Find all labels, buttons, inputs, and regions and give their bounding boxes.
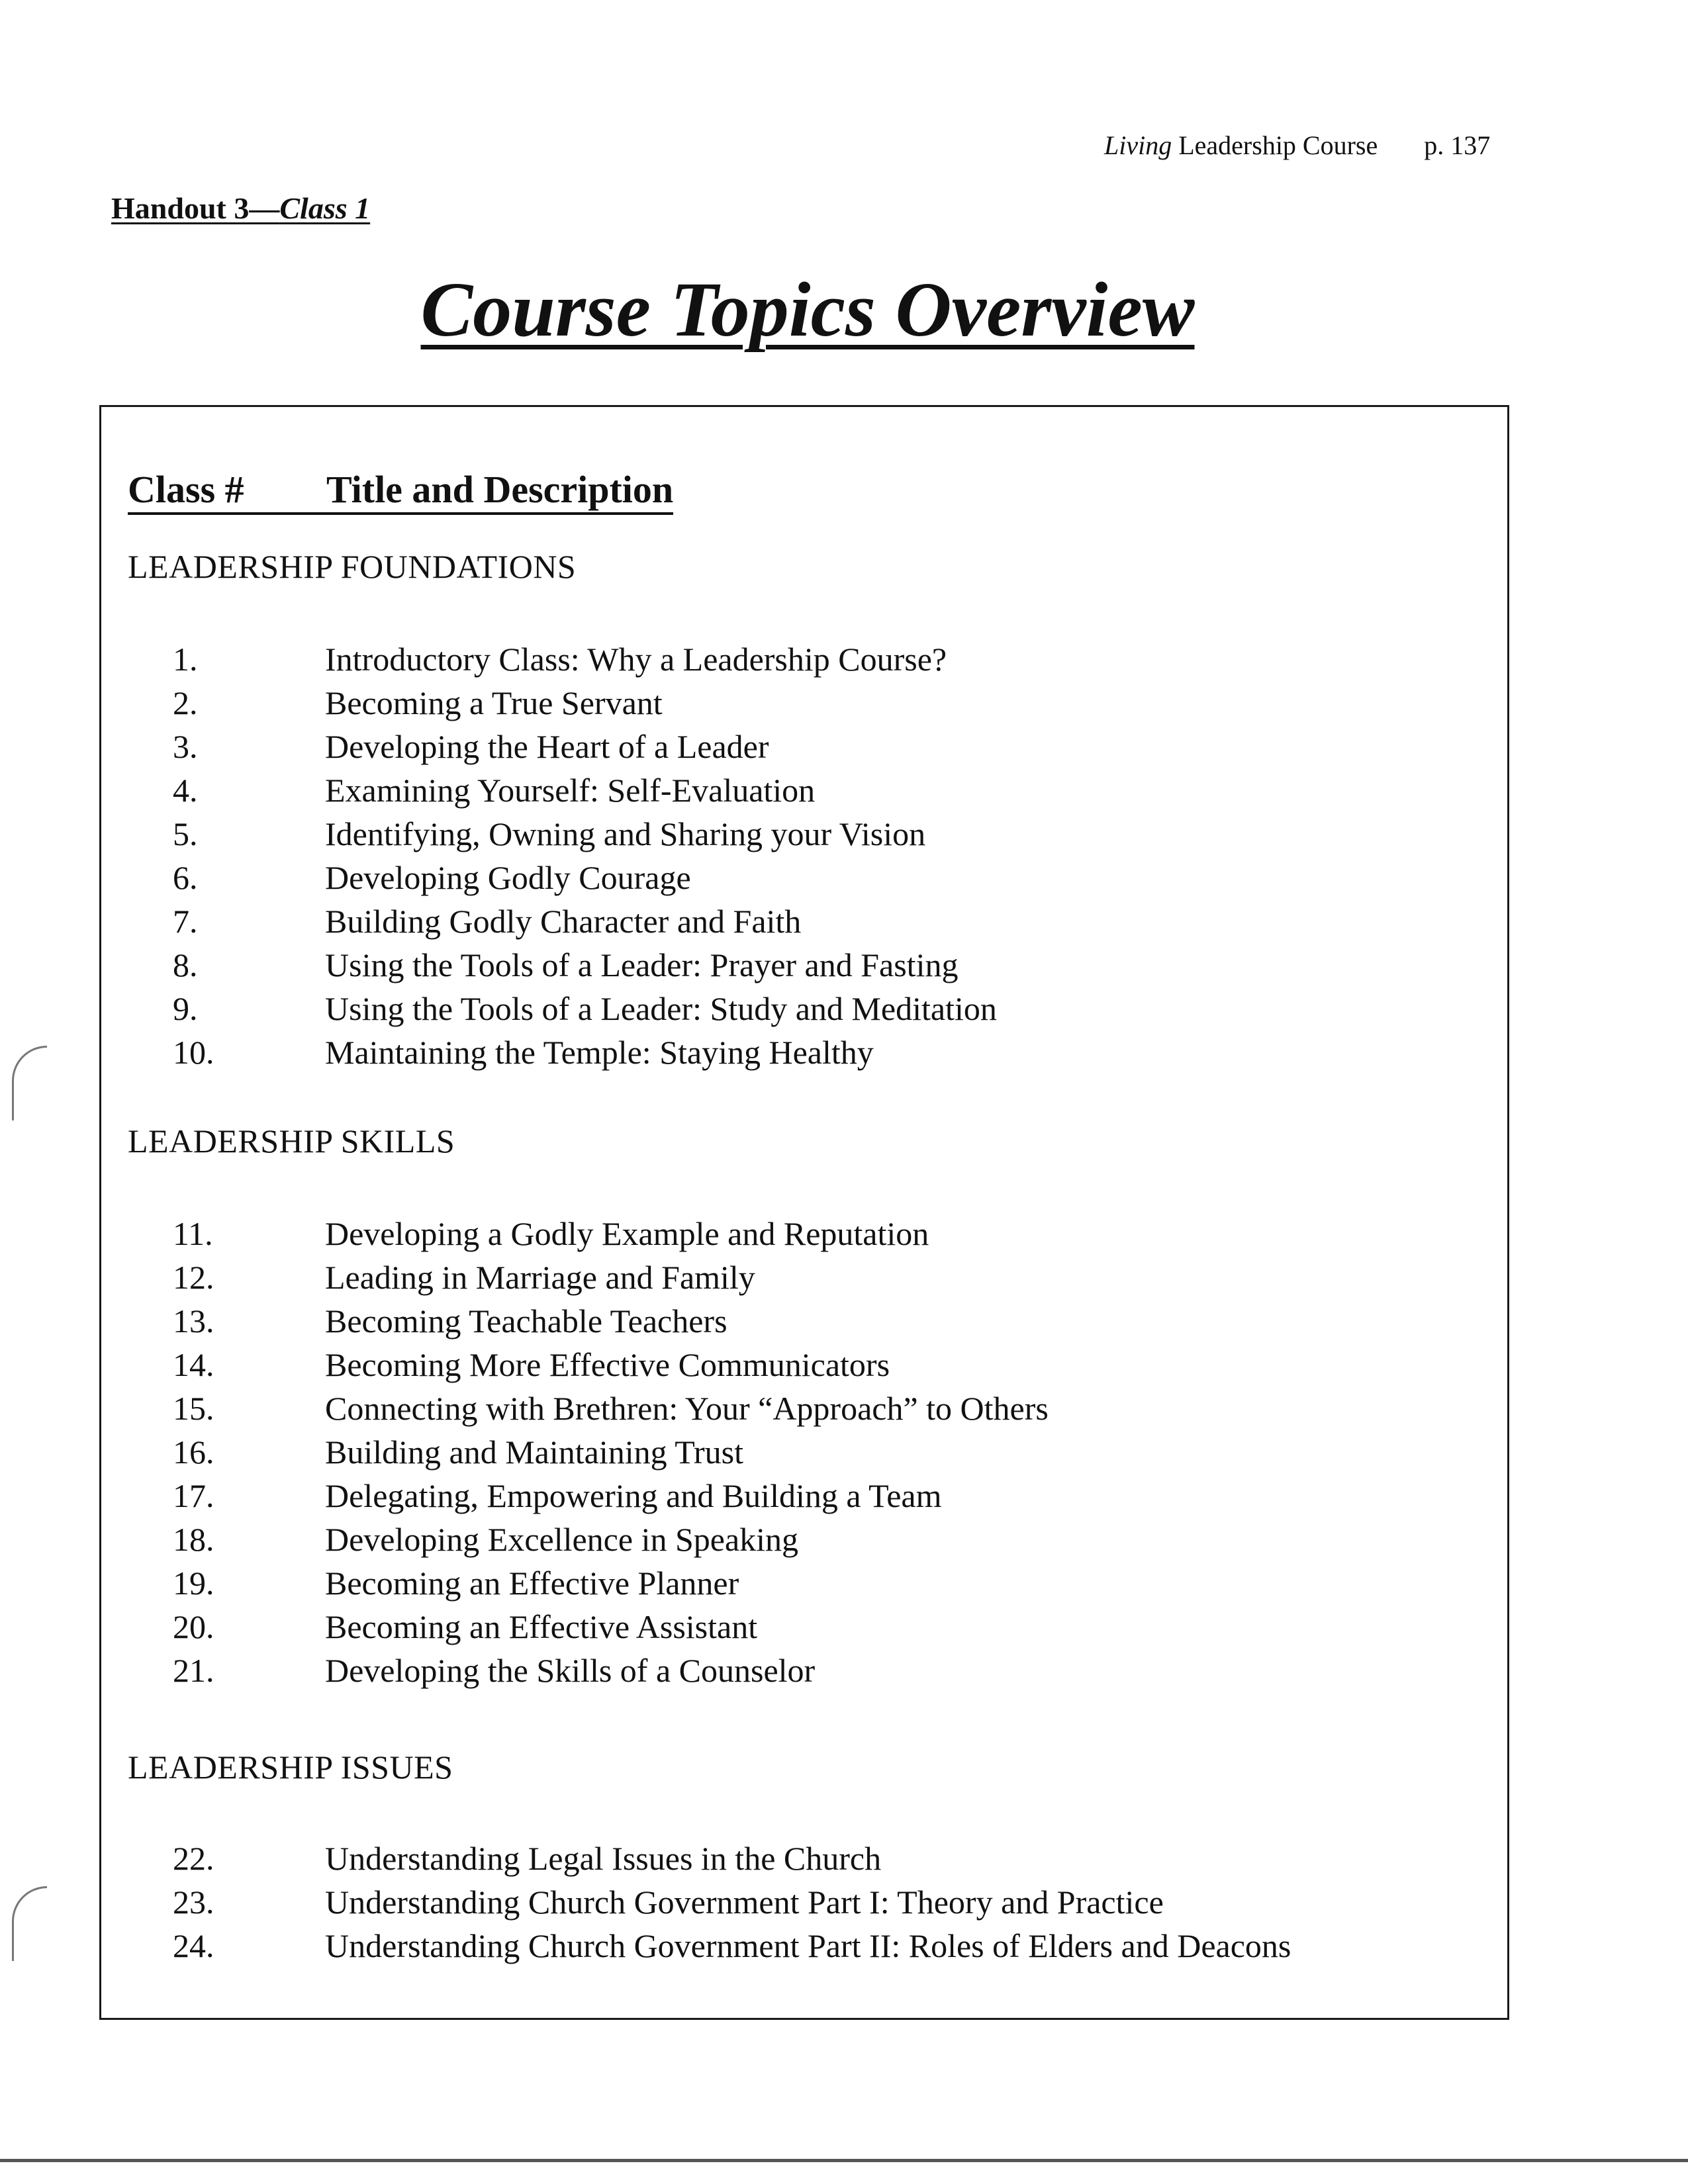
topic-number: 8.	[173, 946, 198, 983]
topic-title: Developing Excellence in Speaking	[325, 1521, 799, 1558]
topic-number: 3.	[173, 728, 198, 765]
list-item	[173, 1212, 1049, 1255]
topic-number: 14.	[173, 1346, 214, 1383]
topic-title: Understanding Legal Issues in the Church	[325, 1840, 882, 1877]
list-item	[173, 1605, 1049, 1649]
topic-title: Becoming a True Servant	[325, 684, 663, 721]
topic-number: 5.	[173, 815, 198, 852]
column-headers	[128, 468, 673, 515]
scan-edge-line	[0, 2159, 1688, 2162]
topic-number: 7.	[173, 903, 198, 940]
topic-title: Building and Maintaining Trust	[325, 1433, 744, 1471]
topic-number: 2.	[173, 684, 198, 721]
list-item	[173, 856, 997, 899]
page-title: Course Topics Overview	[420, 266, 1195, 353]
section-heading-issues: LEADERSHIP ISSUES	[128, 1749, 453, 1786]
list-item	[173, 987, 997, 1030]
list-item	[173, 1518, 1049, 1561]
list-item	[173, 725, 997, 768]
list-item	[173, 1343, 1049, 1387]
topic-list-skills	[173, 1212, 1049, 1692]
topic-number: 18.	[173, 1521, 214, 1558]
list-item	[173, 1030, 997, 1074]
list-item	[173, 812, 997, 856]
topic-list-foundations	[173, 637, 997, 1074]
topic-number: 17.	[173, 1477, 214, 1514]
topic-title: Becoming an Effective Assistant	[325, 1608, 758, 1645]
topic-number: 16.	[173, 1433, 214, 1471]
list-item	[173, 768, 997, 812]
list-item	[173, 1255, 1049, 1299]
course-name-rest: Leadership Course	[1178, 130, 1378, 160]
handout-prefix: Handout 3—	[111, 191, 280, 225]
list-item	[173, 1299, 1049, 1343]
topic-number: 15.	[173, 1390, 214, 1427]
topic-number: 20.	[173, 1608, 214, 1645]
section-heading-skills: LEADERSHIP SKILLS	[128, 1122, 455, 1160]
topic-number: 19.	[173, 1565, 214, 1602]
course-name-italic: Living	[1104, 130, 1172, 160]
topic-title: Becoming an Effective Planner	[325, 1565, 739, 1602]
list-item	[173, 899, 997, 943]
topic-number: 12.	[173, 1259, 214, 1296]
topic-number: 4.	[173, 772, 198, 809]
topic-title: Introductory Class: Why a Leadership Course?	[325, 641, 947, 678]
topic-number: 11.	[173, 1215, 213, 1252]
topic-title: Becoming Teachable Teachers	[325, 1302, 727, 1340]
topic-number: 24.	[173, 1927, 214, 1964]
list-item	[173, 1430, 1049, 1474]
topic-title: Developing a Godly Example and Reputation	[325, 1215, 929, 1252]
topic-number: 10.	[173, 1034, 214, 1071]
topic-title: Understanding Church Government Part I: Theory and Practice	[325, 1884, 1164, 1921]
handout-label	[111, 191, 370, 226]
list-item	[173, 1474, 1049, 1518]
topic-number: 21.	[173, 1652, 214, 1689]
topic-number: 13.	[173, 1302, 214, 1340]
topic-number: 9.	[173, 990, 198, 1027]
topic-title: Understanding Church Government Part II: Roles of Elders and Deacons	[325, 1927, 1291, 1964]
topic-number: 22.	[173, 1840, 214, 1877]
list-item	[173, 681, 997, 725]
topic-title: Developing the Skills of a Counselor	[325, 1652, 816, 1689]
page-number: p. 137	[1424, 130, 1491, 160]
topic-title: Developing the Heart of a Leader	[325, 728, 769, 765]
topic-title: Leading in Marriage and Family	[325, 1259, 755, 1296]
list-item	[173, 637, 997, 681]
list-item	[173, 1561, 1049, 1605]
topic-title: Delegating, Empowering and Building a Team	[325, 1477, 942, 1514]
topic-title: Connecting with Brethren: Your “Approach” to Others	[325, 1390, 1049, 1427]
binder-hole-mark	[12, 1046, 47, 1120]
section-heading-foundations: LEADERSHIP FOUNDATIONS	[128, 548, 577, 585]
column-header-title: Title and Description	[326, 468, 674, 511]
list-item	[173, 1880, 1291, 1924]
handout-class: Class 1	[279, 191, 371, 225]
list-item	[173, 1837, 1291, 1880]
topic-title: Developing Godly Courage	[325, 859, 691, 896]
topic-title: Using the Tools of a Leader: Study and Meditation	[325, 990, 997, 1027]
topic-number: 23.	[173, 1884, 214, 1921]
topics-box	[99, 405, 1509, 2020]
topic-number: 6.	[173, 859, 198, 896]
list-item	[173, 1387, 1049, 1430]
column-header-class: Class #	[128, 468, 244, 511]
running-header	[1104, 130, 1490, 161]
topic-number: 1.	[173, 641, 198, 678]
topic-title: Identifying, Owning and Sharing your Vision	[325, 815, 926, 852]
list-item	[173, 1649, 1049, 1692]
topic-title: Building Godly Character and Faith	[325, 903, 802, 940]
list-item	[173, 1924, 1291, 1968]
topic-title: Maintaining the Temple: Staying Healthy	[325, 1034, 874, 1071]
topic-list-issues	[173, 1837, 1291, 1968]
topic-title: Examining Yourself: Self-Evaluation	[325, 772, 816, 809]
list-item	[173, 943, 997, 987]
topic-title: Using the Tools of a Leader: Prayer and Fasting	[325, 946, 959, 983]
topic-title: Becoming More Effective Communicators	[325, 1346, 890, 1383]
binder-hole-mark	[12, 1886, 47, 1961]
